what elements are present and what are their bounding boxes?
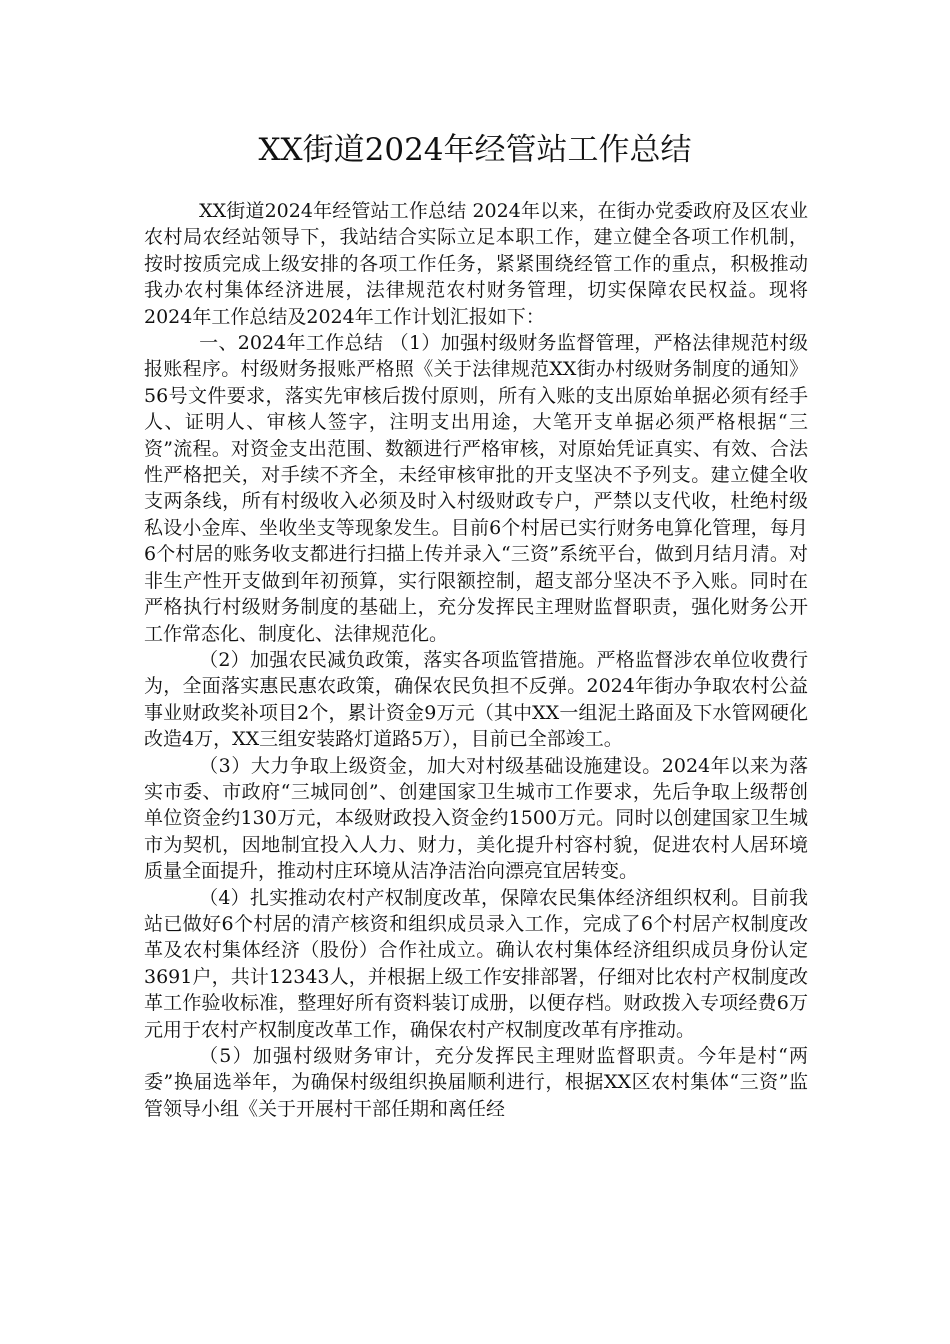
paragraph-section-1: 一、2024年工作总结 （1）加强村级财务监督管理，严格法律规范村级报账程序。村级财务报账严格照《关于法律规范XX街办村级财务制度的通知》56号文件要求，落实先审核后拨付原则，所有入账的支出原始单据必须有经手人、证明人、审核人签字，注明支出用途，大笔开支单据必须严格根据“三资”流程。对资金支出范围、数额进行严格审核，对原始凭证真实、有效、合法性严格把关，对手续不齐全，未经审核审批的开支坚决不予列支。建立健全收支两条线，所有村级收入必须及时入村级财政专户，严禁以支代收，杜绝村级私设小金库、坐收坐支等现象发生。目前6个村居已实行财务电算化管理，每月6个村居的账务收支都进行扫描上传并录入“三资”系统平台，做到月结月清。对非生产性开支做到年初预算，实行限额控制，超支部分坚决不予入账。同时在严格执行村级财务制度的基础上，充分发挥民主理财监督职责，强化财务公开工作常态化、制度化、法律规范化。: [144, 332, 808, 645]
document-body: [144, 198, 808, 1122]
document-title: XX街道2024年经管站工作总结: [258, 132, 692, 168]
paragraph-item-3: （3）大力争取上级资金，加大对村级基础设施建设。2024年以来为落实市委、市政府“三城同创”、创建国家卫生城市工作要求，先后争取上级帮创单位资金约130万元，本级财政投入资金约1500万元。同时以创建国家卫生城市为契机，因地制宜投入人力、财力，美化提升村容村貌，促进农村人居环境质量全面提升，推动村庄环境从洁净洁治向漂亮宜居转变。: [144, 754, 808, 883]
paragraph-item-5: （5）加强村级财务审计，充分发挥民主理财监督职责。今年是村“两委”换届选举年，为确保村级组织换届顺利进行，根据XX区农村集体“三资”监管领导小组《关于开展村干部任期和离任经: [144, 1045, 808, 1120]
paragraph-item-4: （4）扎实推动农村产权制度改革，保障农民集体经济组织权利。目前我站已做好6个村居的清产核资和组织成员录入工作，完成了6个村居产权制度改革及农村集体经济（股份）合作社成立。确认农村集体经济组织成员身份认定3691户，共计12343人，并根据上级工作安排部署，仔细对比农村产权制度改革工作验收标准，整理好所有资料装订成册，以便存档。财政拨入专项经费6万元用于农村产权制度改革工作，确保农村产权制度改革有序推动。: [144, 886, 808, 1041]
paragraph-intro: XX街道2024年经管站工作总结 2024年以来，在街办党委政府及区农业农村局农经站领导下，我站结合实际立足本职工作，建立健全各项工作机制，按时按质完成上级安排的各项工作任务，紧紧围绕经管工作的重点，积极推动我办农村集体经济进展，法律规范农村财务管理，切实保障农民权益。现将2024年工作总结及2024年工作计划汇报如下：: [144, 200, 808, 328]
paragraph-item-2: （2）加强农民减负政策，落实各项监管措施。严格监督涉农单位收费行为，全面落实惠民惠农政策，确保农民负担不反弹。2024年街办争取农村公益事业财政奖补项目2个，累计资金9万元（其中XX一组泥土路面及下水管网硬化改造4万，XX三组安装路灯道路5万），目前已全部竣工。: [144, 648, 808, 751]
